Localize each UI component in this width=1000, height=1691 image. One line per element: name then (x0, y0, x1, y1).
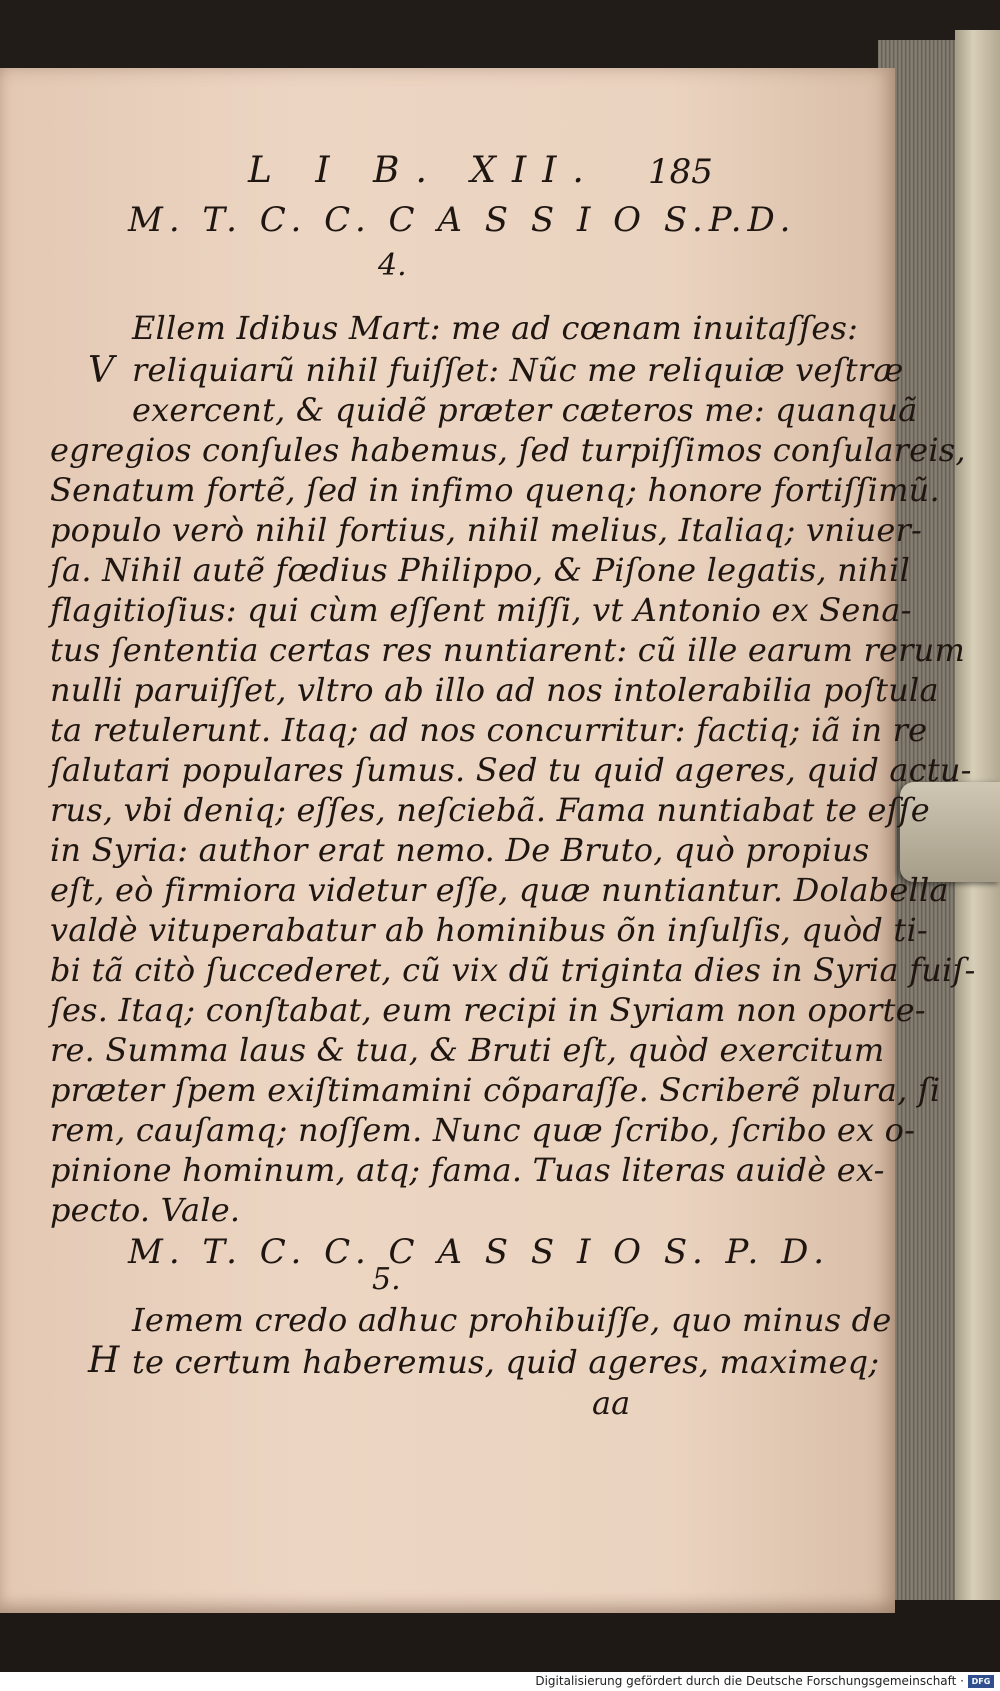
text-line: flagitioſius: qui cùm eſſent miſſi, vt Antonio ex Sena- (50, 591, 912, 629)
running-head: L I B. XII. (248, 150, 600, 191)
letter-number: 5. (372, 1262, 401, 1297)
letter-number: 4. (378, 248, 407, 283)
drop-initial: H (88, 1340, 120, 1381)
text-line: Senatum fortẽ, ſed in infimo quenq; honore fortiſſimũ. (50, 471, 940, 509)
text-line: ſa. Nihil autẽ fœdius Philippo, & Piſone legatis, nihil (50, 551, 910, 589)
page-number: 185 (648, 152, 713, 192)
text-line: re. Summa laus & tua, & Bruti eſt, quòd exercitum (50, 1031, 885, 1069)
text-line: egregios conſules habemus, ſed turpiſſimos conſulareis, (50, 431, 966, 469)
text-line: bi tã citò ſuccederet, cũ vix dũ triginta dies in Syria fuiſ- (50, 951, 976, 989)
text-line: tus ſententia certas res nuntiarent: cũ ille earum rerum (50, 631, 966, 669)
text-line: exercent, & quidẽ præter cæteros me: quanquã (132, 391, 918, 429)
letter-heading: M. T. C. C. C A S S I O S.P.D. (128, 200, 797, 240)
text-line: ſalutari populares ſumus. Sed tu quid ageres, quid actu- (50, 751, 972, 789)
digitization-footer (0, 1672, 1000, 1691)
dfg-logo: DFG (968, 1675, 994, 1688)
text-line: ſes. Itaq; conſtabat, eum recipi in Syriam non oporte- (50, 991, 926, 1029)
text-line: Ellem Idibus Mart: me ad cœnam inuitaſſes: (132, 309, 859, 347)
footer-text: Digitalisierung gefördert durch die Deutsche Forschungsgemeinschaft · (535, 1674, 964, 1688)
text-line: eſt, eò firmiora videtur eſſe, quæ nuntiantur. Dolabella (50, 871, 949, 909)
text-line: Iemem credo adhuc prohibuiſſe, quo minus de (132, 1301, 892, 1339)
text-line: te certum haberemus, quid ageres, maximeq; (132, 1343, 880, 1381)
drop-initial: V (88, 350, 114, 391)
text-line: in Syria: author erat nemo. De Bruto, quò propius (50, 831, 870, 869)
text-line: nulli paruiſſet, vltro ab illo ad nos intolerabilia poſtula (50, 671, 939, 709)
text-line: valdè vituperabatur ab hominibus õn inſulſis, quòd ti- (50, 911, 928, 949)
text-line: ta retulerunt. Itaq; ad nos concurritur: factiq; iã in re (50, 711, 928, 749)
text-line: pinione hominum, atq; fama. Tuas literas auidè ex- (50, 1151, 885, 1189)
text-line: pecto. Vale. (50, 1191, 241, 1229)
text-line: populo verò nihil fortius, nihil melius, Italiaq; vniuer- (50, 511, 922, 549)
text-line: præter ſpem exiſtimamini cõparaſſe. Scriberẽ plura, ſi (50, 1071, 941, 1109)
text-line: rus, vbi deniq; eſſes, neſciebã. Fama nuntiabat te eſſe (50, 791, 930, 829)
letter-heading: M. T. C. C. C A S S I O S. P. D. (128, 1232, 831, 1272)
text-line: reliquiarũ nihil fuiſſet: Nũc me reliquiæ veſtræ (132, 351, 904, 389)
signature-mark: aa (592, 1384, 631, 1422)
text-line: rem, cauſamq; noſſem. Nunc quæ ſcribo, ſcribo ex o- (50, 1111, 916, 1149)
